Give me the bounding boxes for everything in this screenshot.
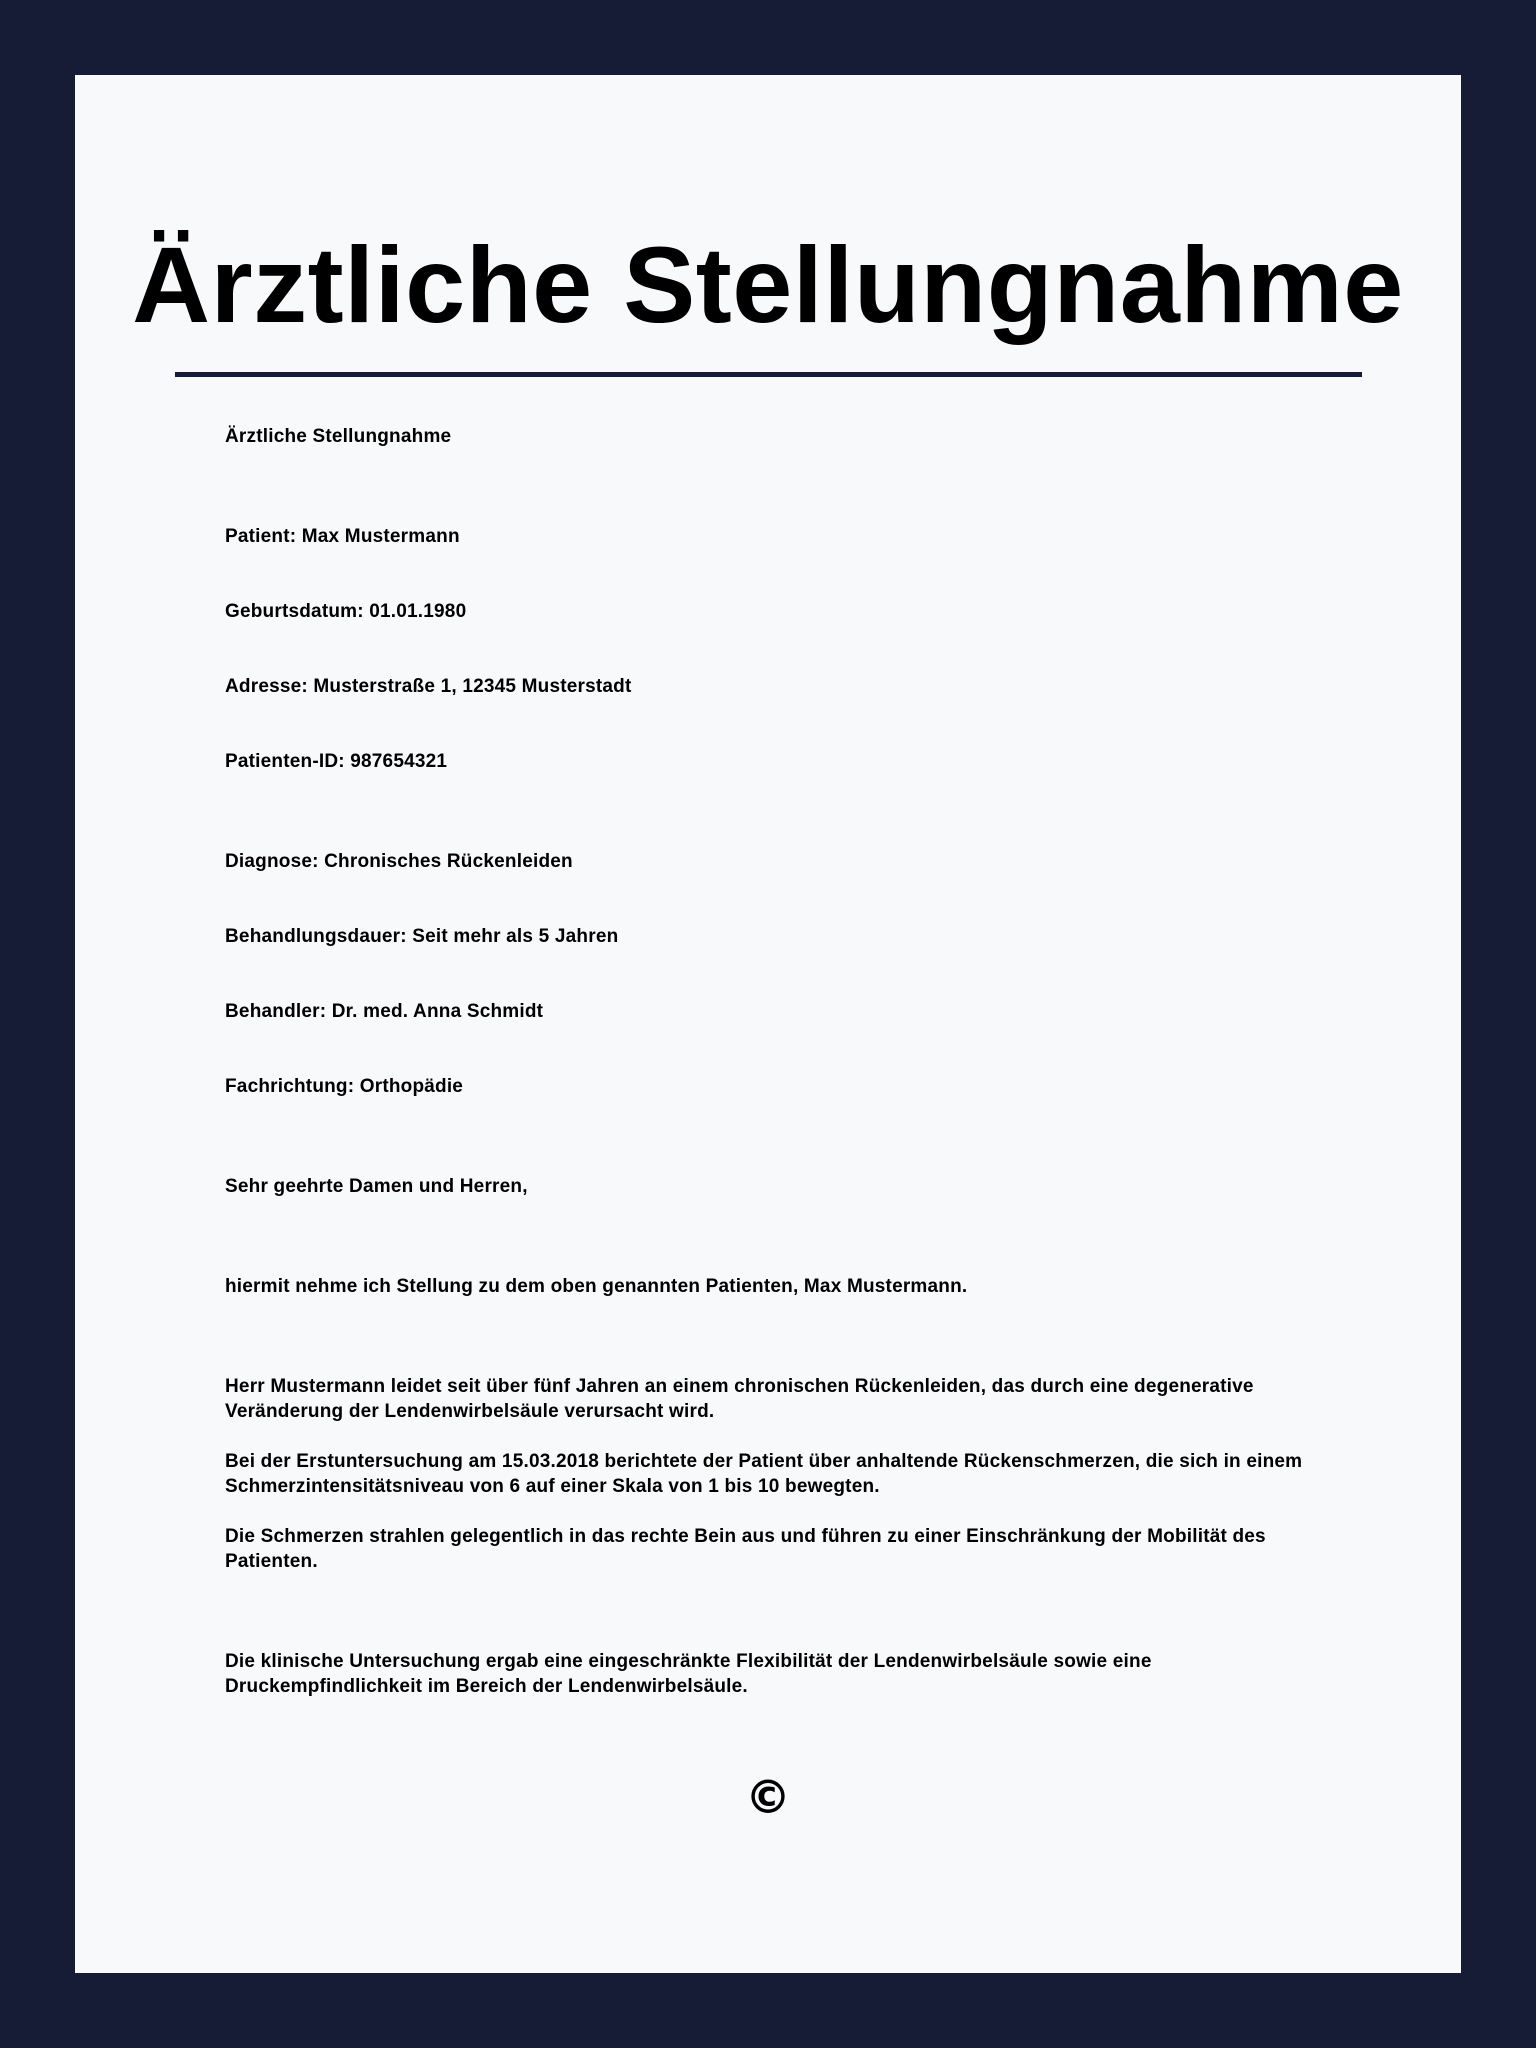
paragraph-3: Die Schmerzen strahlen gelegentlich in das rechte Bein aus und führen zu einer Einschränkung der Mobilität des Patienten.: [225, 1526, 1266, 1572]
paragraph-1: Herr Mustermann leidet seit über fünf Jahren an einem chronischen Rückenleiden, das durch eine degenerative Veränderung der Lendenwirbelsäule verursacht wird.: [225, 1376, 1254, 1422]
diagnosis: Diagnose: Chronisches Rückenleiden: [225, 851, 573, 872]
treatment-duration: Behandlungsdauer: Seit mehr als 5 Jahren: [225, 926, 619, 947]
paragraph-2: Bei der Erstuntersuchung am 15.03.2018 berichtete der Patient über anhaltende Rückenschmerzen, die sich in einem Schmerzintensitätsniveau von 6 auf einer Skala von 1 bis 10 bewegten.: [225, 1451, 1303, 1497]
document-body: [225, 424, 1335, 1699]
copyright-icon: ©: [745, 1770, 791, 1824]
title-divider: [175, 372, 1362, 377]
salutation: Sehr geehrte Damen und Herren,: [225, 1176, 528, 1197]
patient-id: Patienten-ID: 987654321: [225, 751, 448, 772]
patient-name: Patient: Max Mustermann: [225, 526, 460, 547]
document-page: [75, 75, 1461, 1973]
practitioner: Behandler: Dr. med. Anna Schmidt: [225, 1001, 544, 1022]
subtitle: Ärztliche Stellungnahme: [225, 426, 452, 447]
address: Adresse: Musterstraße 1, 12345 Musterstadt: [225, 676, 632, 697]
paragraph-4: Die klinische Untersuchung ergab eine eingeschränkte Flexibilität der Lendenwirbelsäule sowie eine Druckempfindlichkeit im Bereich der Lendenwirbelsäule.: [225, 1651, 1152, 1697]
document-title: Ärztliche Stellungnahme: [132, 224, 1404, 345]
birthdate: Geburtsdatum: 01.01.1980: [225, 601, 467, 622]
intro-paragraph: hiermit nehme ich Stellung zu dem oben genannten Patienten, Max Mustermann.: [225, 1276, 968, 1297]
specialty: Fachrichtung: Orthopädie: [225, 1076, 464, 1097]
